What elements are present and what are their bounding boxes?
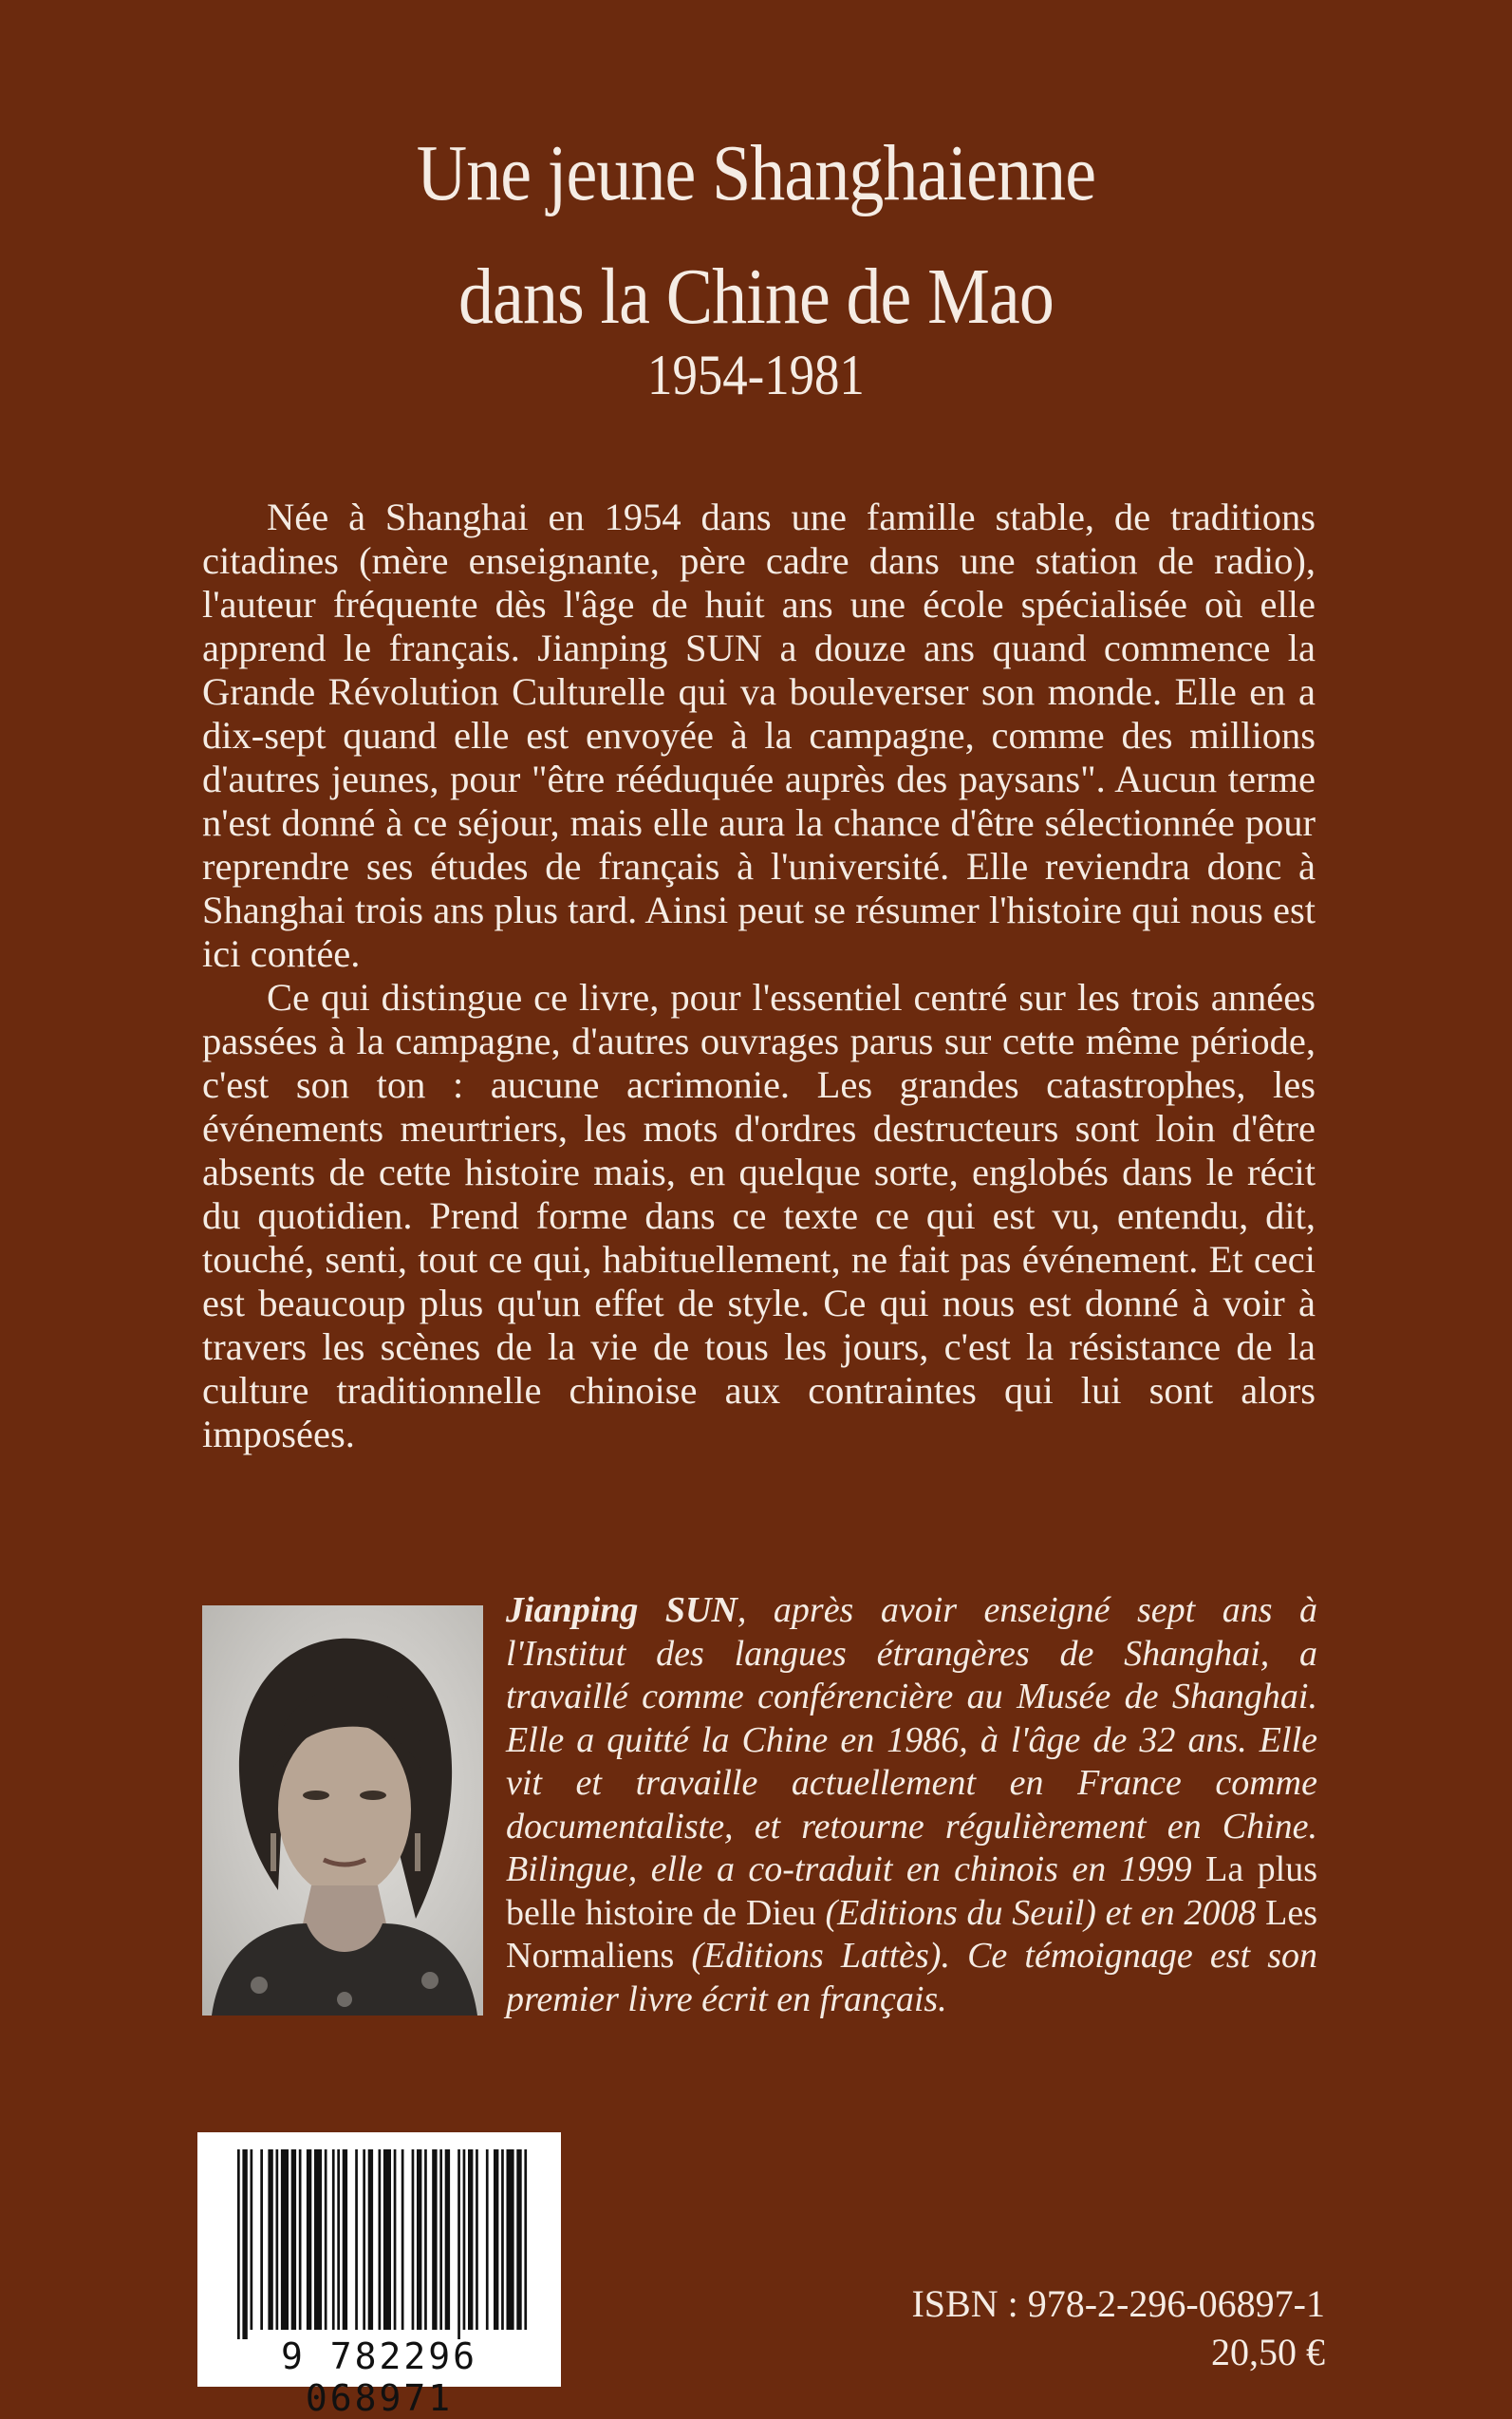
barcode-bar — [268, 2149, 272, 2330]
book-price: 20,50 € — [1211, 2331, 1325, 2373]
barcode-bar — [325, 2149, 327, 2330]
barcode-bar — [355, 2149, 358, 2330]
barcode-bar — [401, 2149, 404, 2330]
author-bio-text-1: , après avoir enseigné sept ans à l'Institut des langues étrangères de Shanghai, a travaillé comme conférencière au Musée de Shanghai. Elle a quitté la Chine en 1986, à l'âge de 32 ans. Elle vit et travaille actuellement en France comme documentaliste, et retourne régulièrement en Chine. Bilingue, elle a co-traduit en chinois en 1999 — [506, 1590, 1317, 1889]
barcode-digits: 9 782296 068971 — [280, 2335, 478, 2419]
title-line-2: dans la Chine de Mao — [457, 253, 1054, 341]
barcode-bar — [337, 2149, 340, 2330]
barcode-bar — [445, 2149, 450, 2330]
barcode-bar — [242, 2149, 247, 2339]
barcode-bar — [368, 2149, 373, 2330]
author-photo — [202, 1605, 483, 2016]
barcode-bar — [432, 2149, 437, 2330]
barcode-bar — [260, 2149, 263, 2330]
barcode-bar — [524, 2149, 527, 2330]
barcode-bar — [476, 2149, 478, 2330]
barcode-bar — [424, 2149, 427, 2330]
barcode-bar — [314, 2149, 322, 2330]
barcode-bar — [299, 2149, 302, 2330]
barcode-bar — [276, 2149, 279, 2330]
book-years: 1954-1981 — [647, 344, 865, 406]
barcode-bar — [463, 2149, 466, 2330]
barcode-bar — [486, 2149, 489, 2330]
barcode — [197, 2132, 561, 2419]
barcode-bar — [343, 2149, 347, 2330]
barcode-bar — [394, 2149, 397, 2330]
barcode-bar — [412, 2149, 415, 2330]
title-line-1: Une jeune Shanghaienne — [416, 129, 1096, 217]
barcode-bar — [516, 2149, 521, 2330]
translated-book-1: La plus belle histoire de Dieu — [506, 1849, 1317, 1933]
barcode-bar — [291, 2149, 296, 2330]
author-portrait-illustration — [202, 1605, 483, 2016]
barcode-bar — [457, 2149, 460, 2339]
barcode-bar — [507, 2149, 514, 2330]
summary-paragraph-2: Ce qui distingue ce livre, pour l'essentiel centré sur les trois années passées à la campagne, d'autres ouvrages parus sur cette même période, c'est son ton : aucune acrimonie. Les grandes catastrophes, les événements meurtriers, les mots d'ordres destructeurs sont loin d'être absents de cette histoire mais, en quelque sorte, englobés dans le récit du quotidien. Prend forme dans ce texte ce qui est vu, entendu, dit, touché, senti, tout ce qui, habituellement, ne fait pas événement. Et ceci est beaucoup plus qu'un effet de style. Ce qui nous est donné à voir à travers les scènes de la vie de tous les jours, c'est la résistance de la culture traditionnelle chinoise aux contraintes qui lui sont alors imposées. — [202, 976, 1316, 1455]
author-bio — [506, 1589, 1317, 2021]
barcode-bar — [237, 2149, 240, 2339]
author-bio-text-3: (Editions Lattès). Ce témoignage est son premier livre écrit en français. — [506, 1936, 1317, 2019]
barcode-bar — [439, 2149, 442, 2330]
barcode-bar — [332, 2149, 335, 2330]
barcode-bar — [379, 2149, 382, 2330]
author-name: Jianping SUN — [506, 1590, 737, 1630]
barcode-bar — [501, 2149, 504, 2330]
barcode-bar — [251, 2149, 253, 2330]
barcode-bar — [363, 2149, 365, 2330]
barcode-bar — [307, 2149, 311, 2330]
book-summary — [202, 496, 1316, 1456]
barcode-bar — [281, 2149, 289, 2330]
barcode-bar — [468, 2149, 473, 2330]
book-title — [91, 112, 1422, 359]
summary-paragraph-1: Née à Shanghai en 1954 dans une famille stable, de traditions citadines (mère enseignante, père cadre dans une station de radio), l'auteur fréquente dès l'âge de huit ans une école spécialisée où elle apprend le français. Jianping SUN a douze ans quand commence la Grande Révolution Culturelle qui va bouleverser son monde. Elle en a dix-sept quand elle est envoyée à la campagne, comme des millions d'autres jeunes, pour "être rééduquée auprès des paysans". Aucun terme n'est donné à ce séjour, mais elle aura la chance d'être sélectionnée pour reprendre ses études de français à l'université. Elle reviendra donc à Shanghai trois ans plus tard. Ainsi peut se résumer l'histoire qui nous est ici contée. — [202, 496, 1316, 975]
barcode-bar — [494, 2149, 498, 2330]
translated-book-2: Les Normaliens — [506, 1892, 1318, 1976]
author-bio-text-2: (Editions du Seuil) et en 2008 — [815, 1892, 1266, 1933]
barcode-bar — [417, 2149, 421, 2330]
barcode-bar — [383, 2149, 391, 2330]
isbn-number: ISBN : 978-2-296-06897-1 — [911, 2282, 1325, 2325]
